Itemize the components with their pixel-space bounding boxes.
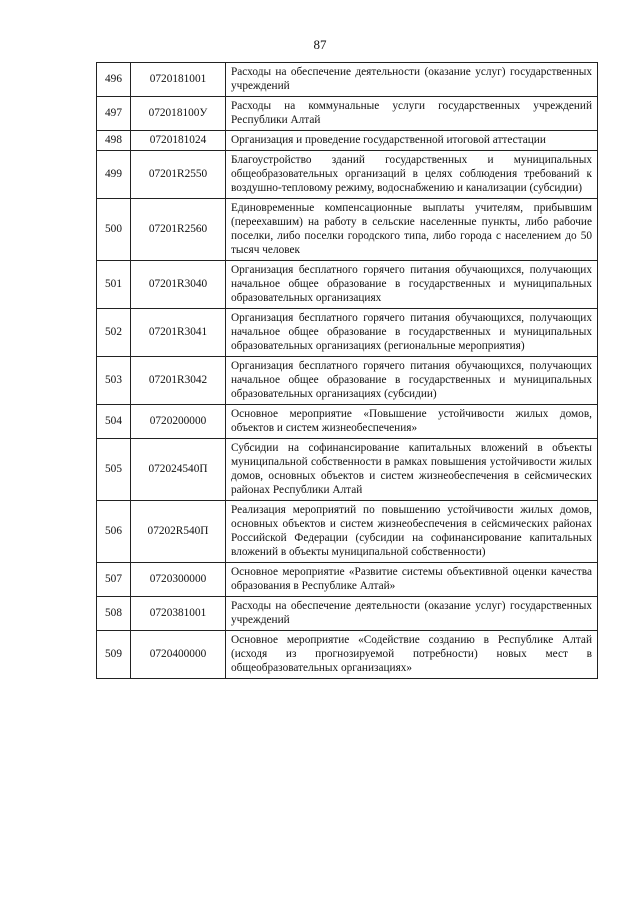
row-description: Основное мероприятие «Повышение устойчивости жилых домов, объектов и систем жизнеобеспечения» xyxy=(226,405,598,439)
row-description: Единовременные компенсационные выплаты учителям, прибывшим (переехавшим) на работу в сельские населенные пункты, либо рабочие поселки, либо поселки городского типа, либо города с населением до 50 тысяч человек xyxy=(226,199,598,261)
budget-code: 07201R2550 xyxy=(131,151,226,199)
row-number: 499 xyxy=(97,151,131,199)
table-row xyxy=(97,563,598,597)
row-number: 498 xyxy=(97,131,131,151)
row-description: Реализация мероприятий по повышению устойчивости жилых домов, основных объектов и систем жизнеобеспечения в сейсмических районах Российской Федерации (субсидии на софинансирование капитальных вложений в объекты муниципальной собственности) xyxy=(226,501,598,563)
row-description: Организация бесплатного горячего питания обучающихся, получающих начальное общее образование в государственных и муниципальных образовательных организациях xyxy=(226,261,598,309)
table-row xyxy=(97,405,598,439)
table-row xyxy=(97,199,598,261)
row-number: 506 xyxy=(97,501,131,563)
row-description: Субсидии на софинансирование капитальных вложений в объекты муниципальной собственности в рамках повышения устойчивости жилых домов, основных объектов и систем жизнеобеспечения в сейсмических районах Республики Алтай xyxy=(226,439,598,501)
row-description: Организация бесплатного горячего питания обучающихся, получающих начальное общее образование в государственных и муниципальных образовательных организациях (региональные мероприятия) xyxy=(226,309,598,357)
row-description: Расходы на обеспечение деятельности (оказание услуг) государственных учреждений xyxy=(226,63,598,97)
row-description: Основное мероприятие «Содействие созданию в Республике Алтай (исходя из прогнозируемой потребности) новых мест в общеобразовательных организациях» xyxy=(226,631,598,679)
row-number: 496 xyxy=(97,63,131,97)
budget-code: 0720400000 xyxy=(131,631,226,679)
budget-code: 07201R2560 xyxy=(131,199,226,261)
table-row xyxy=(97,439,598,501)
table-row xyxy=(97,261,598,309)
budget-code: 072024540П xyxy=(131,439,226,501)
row-number: 505 xyxy=(97,439,131,501)
row-number: 504 xyxy=(97,405,131,439)
budget-code-table xyxy=(96,62,598,679)
row-number: 501 xyxy=(97,261,131,309)
row-description: Основное мероприятие «Развитие системы объективной оценки качества образования в Республике Алтай» xyxy=(226,563,598,597)
budget-code: 07201R3041 xyxy=(131,309,226,357)
row-number: 502 xyxy=(97,309,131,357)
row-description: Расходы на обеспечение деятельности (оказание услуг) государственных учреждений xyxy=(226,597,598,631)
row-number: 508 xyxy=(97,597,131,631)
budget-code: 07201R3040 xyxy=(131,261,226,309)
table-row xyxy=(97,597,598,631)
table-row xyxy=(97,63,598,97)
table-row xyxy=(97,131,598,151)
table-row xyxy=(97,501,598,563)
row-number: 507 xyxy=(97,563,131,597)
table-row xyxy=(97,97,598,131)
page-number: 87 xyxy=(313,37,327,52)
budget-code: 0720300000 xyxy=(131,563,226,597)
row-number: 509 xyxy=(97,631,131,679)
table-row xyxy=(97,309,598,357)
row-number: 497 xyxy=(97,97,131,131)
budget-code: 0720200000 xyxy=(131,405,226,439)
budget-code: 07201R3042 xyxy=(131,357,226,405)
row-number: 503 xyxy=(97,357,131,405)
budget-code: 07202R540П xyxy=(131,501,226,563)
table-row xyxy=(97,631,598,679)
budget-code: 0720381001 xyxy=(131,597,226,631)
table-row xyxy=(97,151,598,199)
table-row xyxy=(97,357,598,405)
budget-code: 0720181024 xyxy=(131,131,226,151)
budget-code: 0720181001 xyxy=(131,63,226,97)
row-number: 500 xyxy=(97,199,131,261)
budget-code: 072018100У xyxy=(131,97,226,131)
row-description: Организация и проведение государственной итоговой аттестации xyxy=(226,131,598,151)
row-description: Организация бесплатного горячего питания обучающихся, получающих начальное общее образование в государственных и муниципальных образовательных организациях (субсидии) xyxy=(226,357,598,405)
row-description: Расходы на коммунальные услуги государственных учреждений Республики Алтай xyxy=(226,97,598,131)
row-description: Благоустройство зданий государственных и муниципальных общеобразовательных организаций в целях соблюдения требований к воздушно-тепловому режиму, водоснабжению и канализации (субсидии) xyxy=(226,151,598,199)
